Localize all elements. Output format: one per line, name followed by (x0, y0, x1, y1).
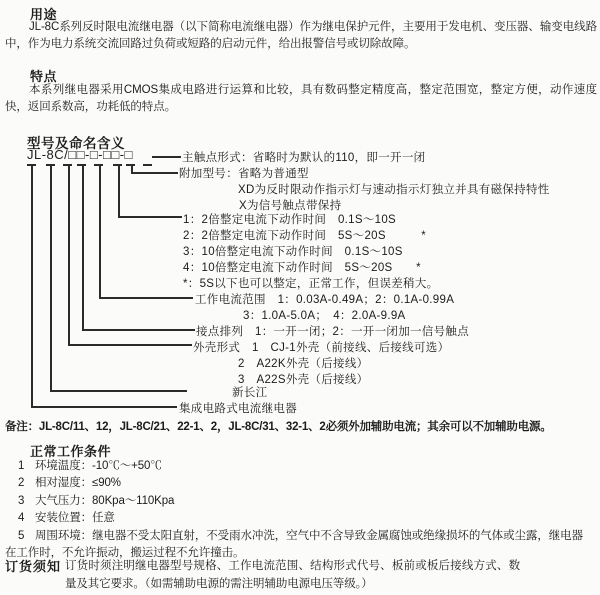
condition-text: 相对湿度：≤90% (35, 477, 121, 490)
model-label-time-4: 4：10倍整定电流下动作时间 5S～20S * (183, 262, 421, 274)
model-tree-line-jl (31, 166, 33, 407)
condition-number: 4 (18, 512, 25, 525)
model-tick (143, 164, 152, 166)
model-label-time-3: 3：10倍整定电流下动作时间 0.1S～10S (183, 246, 403, 258)
condition-item (5, 493, 583, 510)
model-label-suffix-xd: XD为反时限动作指示灯与速动指示灯独立并具有磁保持特性 (238, 184, 550, 196)
model-label-case-2: 2 A22K外壳（后接线） (238, 358, 369, 370)
model-label-case-1: 外壳形式 1 CJ-1外壳（前接线、后接线可选） (193, 342, 450, 354)
model-tree-line-case (68, 166, 70, 344)
condition-text: 环境温度：-10℃～+50℃ (35, 460, 162, 472)
model-code: JL-8C/□□-□-□□-□ (27, 147, 133, 162)
ordering-body: 订货时须注明继电器型号规格、工作电流范围、结构形式代号、板前或板后接线方式、数量及其它要求。（如需辅助电源的需注明辅助电源电压等级。） (65, 560, 520, 590)
model-tree-line-case-h (68, 344, 192, 346)
features-heading: 特点 (30, 69, 58, 84)
model-label-suffix-x: X为信号触点带保持 (239, 200, 342, 212)
model-label-brand: 新长江 (232, 387, 268, 399)
model-label-time-star: *：5S以下也可以整定，正常工作，但误差稍大。 (183, 278, 439, 290)
model-tree-line-maincontact (152, 156, 181, 158)
model-label-time-2: 2：2倍整定电流下动作时间 5S～20S * (183, 230, 426, 242)
model-tree-line-current-h (99, 297, 193, 299)
model-label-current-range2: 3：1.0A-5.0A； 4：2.0A-9.9A (243, 310, 406, 322)
condition-item (5, 458, 583, 475)
model-label-case-3: 3 A22S外壳（后接线） (238, 374, 369, 386)
model-label-current-range: 工作电流范围 1：0.03A-0.49A；2：0.1A-0.99A (195, 294, 455, 306)
condition-number: 1 (18, 460, 25, 472)
conditions-heading: 正常工作条件 (30, 444, 112, 459)
note-line: 备注：JL-8C/11、12，JL-8C/21、22-1、2，JL-8C/31、32-1、2必须外加辅助电流；其余可以不加辅助电源。 (5, 421, 552, 433)
model-label-relay-type: 集成电路式电流继电器 (179, 403, 297, 415)
condition-number: 3 (18, 494, 25, 507)
ordering-section (5, 558, 520, 593)
model-tree-line-time-h (118, 216, 182, 218)
model-label-suffix: 附加型号：省略为普通型 (179, 168, 309, 180)
condition-item (5, 475, 583, 492)
ordering-heading: 订货须知 (5, 559, 62, 574)
usage-paragraph: JL-8C系列反时限电流继电器（以下简称电流继电器）作为继电保护元件，主要用于发电机、变压器、输变电线路中，作为电力系统交流回路过负荷或短路的启动元件，给出报警信号或切除故障。 (5, 21, 597, 50)
usage-heading: 用途 (30, 7, 58, 22)
condition-text: 大气压力：80Kpa～110Kpa (35, 494, 175, 507)
model-naming-diagram (0, 145, 600, 417)
condition-item (5, 510, 583, 527)
condition-text: 安装位置：任意 (35, 512, 115, 525)
model-label-time-1: 1：2倍整定电流下动作时间 0.1S～10S (183, 214, 397, 226)
condition-number: 2 (18, 477, 25, 490)
features-paragraph: 本系列继电器采用CMOS集成电路进行运算和比较，具有数码整定精度高，整定范围宽，整定方便，动作速度快，返回系数高，功耗低的特点。 (5, 84, 597, 113)
model-tree-line-current (99, 166, 101, 297)
condition-text: 周围环境：继电器不受太阳直射，不受雨水冲洗，空气中不含导致金属腐蚀或绝缘损坏的气体或尘露，继电器在工作时，不允许振动，搬运过程不允许撞击。 (5, 529, 583, 560)
model-tree-line-time (118, 166, 120, 217)
model-label-main-contact: 主触点形式：省略时为默认的110，即一开一闭 (182, 152, 426, 164)
model-tree-line-contacts-h (82, 329, 195, 331)
condition-number: 5 (18, 529, 25, 542)
model-tree-line-8c (50, 166, 52, 391)
conditions-list (5, 458, 583, 562)
model-heading: 型号及命名含义 (27, 136, 125, 151)
model-label-contact-arrangement: 接点排列 1：一开一闭；2：一开一闭加一信号触点 (196, 326, 469, 338)
model-tree-line-jl-h (31, 406, 177, 408)
model-tree-line-contacts (82, 166, 84, 329)
model-tree-line-suffix-h (131, 172, 178, 174)
model-tree-line-8c-h (50, 390, 187, 392)
